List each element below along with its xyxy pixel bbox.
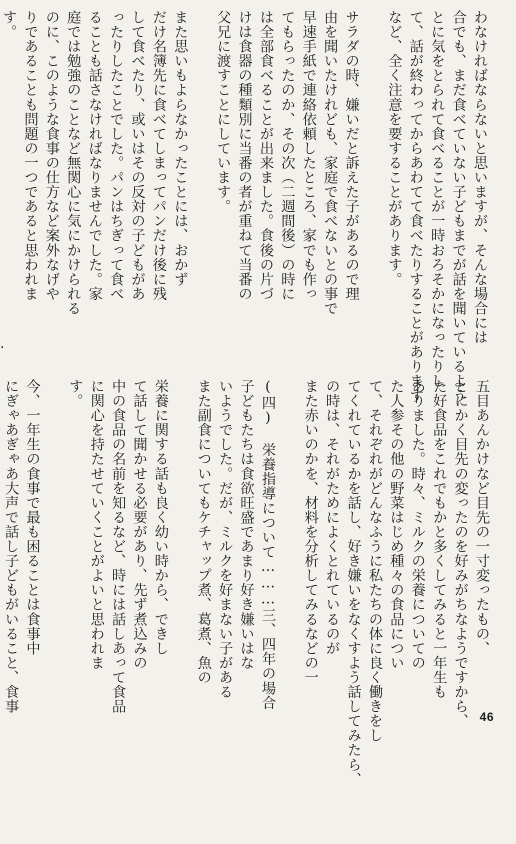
margin-mark: · (0, 340, 5, 356)
upper-text-band: わなければならないと思いますが、そんな場合には 合でも、まだ食べていない子どもまでが話を聞いているよう とに気をとられて食べることが一時おろそかになったりし て、話が終わってからあわてて食べたりすることがあります など、全く注意を要することがあります。 サラダの時、嫌いだと訴えた子があるので理 由を聞いたけれども、家庭で食べないとの事で 早速手紙で連絡依頼したところ、家でも作っ てもらったのか、その次（二週間後）の時に は全部食べることが出来ました。食後の片づ けは食器の種類別に当番の者が重ねて当番の 父兄に渡すことにしています。 また思いもよらなかったことには、おかず だけ名簿先に食べてしまってパンだけ後に残 して食べたり、或いはその反対の子どもがあ ったりしたことでした。パンはちぎって食べ ることも話さなければなりませんでした。家 庭では勉強のことなど無関心に気にかけられる のに、このような食事の仕方など案外なげや りであることも問題の一つであると思われま す。 (1, 10, 488, 403)
page-number: 46 (479, 710, 494, 724)
lower-text-band: 五目あんかけなど目先の一寸変ったもの、 とにかく目先の変ったのを好みがちなようですから、 た好食品をこれでもかと多くしてみると一年生も ありました。時々、ミルクの栄養についての た人参その他の野菜はじめ種々の食品につい て、それぞれがどんなふうに私たちの体に良く働きをし てくれているかを話し、好き嫌いをなくすよう話してみたら、 の時は、それがためによくとれているのが また赤いのかを、材料を分析してみるなどの一 (四) 栄養指導について………三、四年の場合 子どもたちは食欲旺盛であまり好き嫌いはな いようでした。だが、ミルクを好まない子がある また副食についてもケチャップ煮、葛煮、魚の 栄養に関する話も良く幼い時から、できし て話して聞かせる必要があり、先ず煮込みの 中の食品の名前を知るなど、時には話しあって食品 に関心を持たせていくことがよいと思われま す。 今、一年生の食事で最も困ることは食事中 にぎゃあぎゃあ大声で話し子どもがいること、食事 (3, 379, 490, 787)
